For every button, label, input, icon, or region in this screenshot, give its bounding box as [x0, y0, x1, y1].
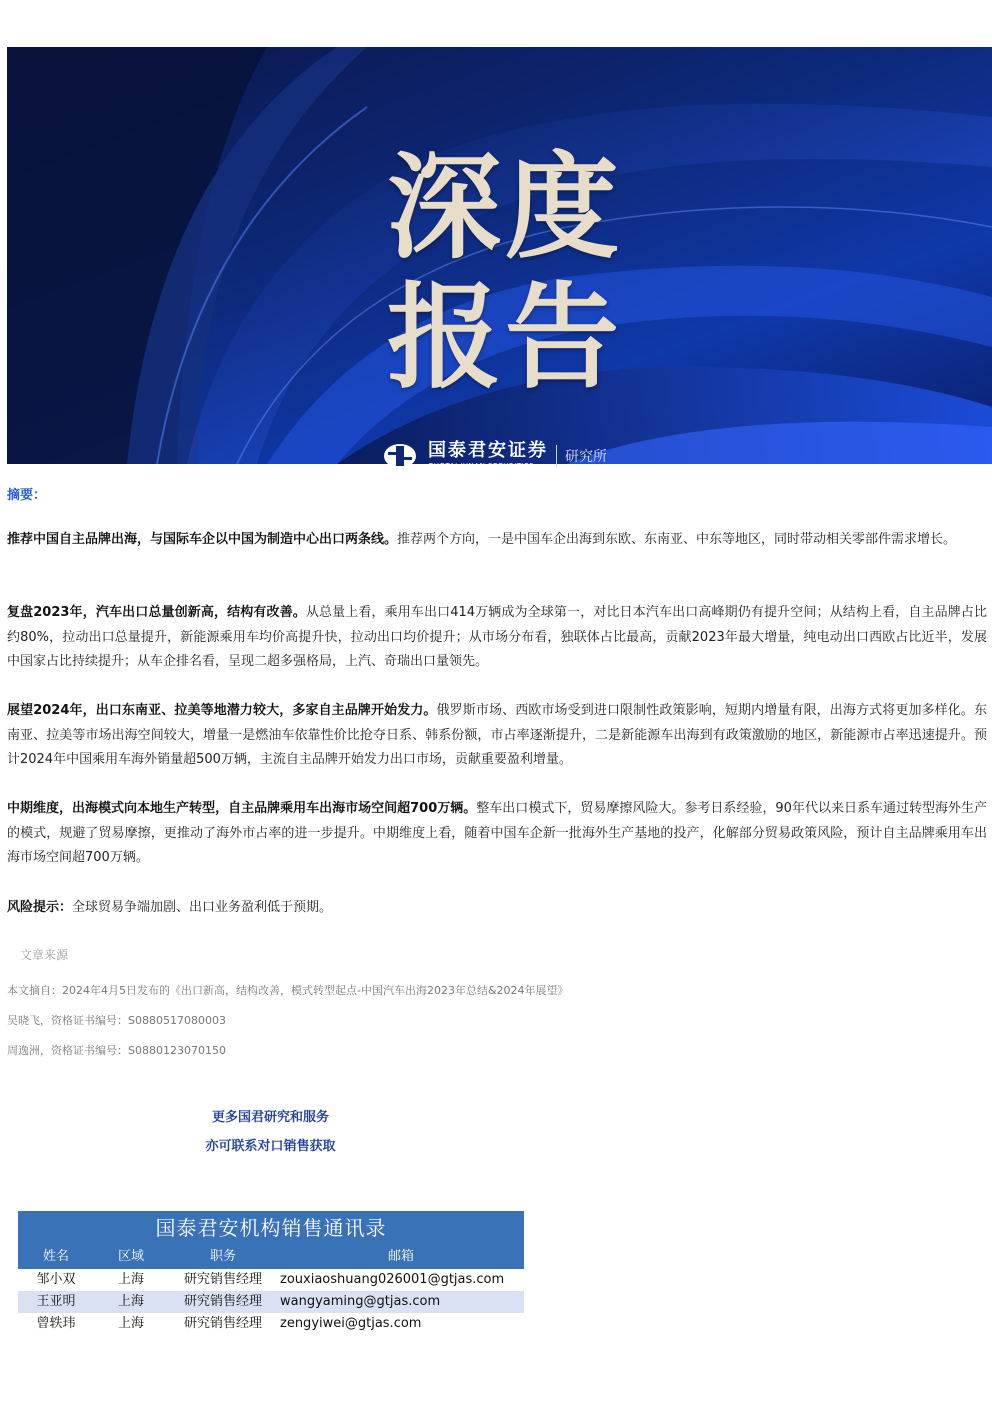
summary-paragraph-4 [7, 797, 987, 871]
paragraph-4-body: 整车出口模式下，贸易摩擦风险大。参考日系经验，90年代以来日系车通过转型海外生产的模式，规避了贸易摩擦，更推动了海外市占率的进一步提升。中期维度上看，随着中国车企新一批海外生产基地的投产，化解部分贸易政策风险，预计自主品牌乘用车出海市场空间超700万辆。 [7, 801, 988, 865]
contacts-header-row [18, 1245, 524, 1269]
paragraph-1-heading: 推荐中国自主品牌出海，与国际车企以中国为制造中心出口两条线。 [7, 532, 398, 547]
contact-name: 邹小双 [36, 1272, 76, 1287]
summary-paragraph-3 [7, 699, 987, 773]
contacts-title: 国泰君安机构销售通讯录 [18, 1211, 524, 1245]
contact-region: 上海 [117, 1272, 144, 1287]
summary-paragraph-2 [7, 601, 987, 675]
paragraph-2-heading: 复盘2023年，汽车出口总量创新高，结构有改善。 [7, 605, 306, 620]
logo-company-name-en: GUOTAI JUNAN SECURITIES [428, 462, 535, 470]
paragraph-3-body: 俄罗斯市场、西欧市场受到进口限制性政策影响，短期内增量有限，出海方式将更加多样化。东南亚、拉美等市场出海空间较大，增量一是燃油车依靠性价比抢夺日系、韩系份额，市占率逐渐提升，二是新能源车出海到有政策激励的地区，新能源市占率迅速提升。预计2024年中国乘用车海外销量超500万辆，主流自主品牌开始发力出口市场，贡献重要盈利增量。 [7, 703, 987, 767]
table-row [18, 1269, 524, 1291]
contact-name: 曾轶玮 [36, 1316, 76, 1331]
logo-department: 研究所 [565, 449, 607, 465]
banner-title-line2: 报告 [387, 270, 624, 404]
article-source-label: 文章来源 [20, 948, 69, 962]
contact-name: 王亚明 [18, 1291, 94, 1313]
logo-company-name: 国泰君安证券 [428, 440, 548, 461]
paragraph-4-heading: 中期维度，出海模式向本地生产转型，自主品牌乘用车出海市场空间超700万辆。 [7, 801, 477, 816]
paragraph-2-body: 从总量上看，乘用车出口414万辆成为全球第一，对比日本汽车出口高峰期仍有提升空间；从结构上看，自主品牌占比约80%，拉动出口总量提升，新能源乘用车均价高提升快，拉动出口均价提升；从市场分布看，独联体占比最高，贡献2023年最大增量，纯电动出口西欧占比近半，发展中国家占比持续提升；从车企排名看，呈现二超多强格局，上汽、奇瑞出口量领先。 [7, 605, 987, 669]
risk-warning-body: 全球贸易争端加剧、出口业务盈利低于预期。 [72, 900, 333, 915]
header-role: 职务 [168, 1245, 278, 1269]
banner-title [387, 142, 647, 402]
table-row [18, 1313, 524, 1335]
contact-region: 上海 [94, 1291, 168, 1313]
gtja-logo-icon [382, 442, 418, 470]
risk-warning-heading: 风险提示： [7, 900, 73, 915]
header-region: 区域 [94, 1245, 168, 1269]
contact-email[interactable]: zouxiaoshuang026001@gtjas.com [280, 1272, 505, 1287]
contact-sales-link[interactable]: 亦可联系对口销售获取 [205, 1139, 336, 1154]
contact-email[interactable]: wangyaming@gtjas.com [278, 1291, 524, 1313]
logo-text [428, 441, 548, 471]
source-excerpt: 本文摘自：2024年4月5日发布的《出口新高，结构改善，模式转型起点-中国汽车出海2023年总结&2024年展望》 [7, 984, 569, 997]
sales-contacts-directory [18, 1211, 524, 1335]
risk-warning-paragraph [7, 896, 987, 921]
contact-region: 上海 [117, 1316, 144, 1331]
analyst-credential-2: 周逸洲，资格证书编号：S0880123070150 [7, 1044, 226, 1057]
header-email: 邮箱 [278, 1245, 524, 1269]
contact-role: 研究销售经理 [183, 1316, 262, 1331]
abstract-label: 摘要： [7, 488, 47, 503]
paragraph-1-body: 推荐两个方向，一是中国车企出海到东欧、东南亚、中东等地区，同时带动相关零部件需求增长。 [397, 532, 957, 547]
contact-role: 研究销售经理 [168, 1291, 278, 1313]
analyst-credential-1: 吴晓飞，资格证书编号：S0880517080003 [7, 1014, 226, 1027]
banner-title-line1: 深度 [387, 140, 624, 274]
summary-paragraph-1 [7, 528, 987, 553]
table-row [18, 1291, 524, 1313]
contacts-table [18, 1245, 524, 1335]
more-research-link[interactable]: 更多国君研究和服务 [211, 1110, 329, 1125]
cover-banner [7, 47, 992, 470]
header-name: 姓名 [18, 1245, 94, 1269]
logo-divider [556, 445, 557, 467]
company-logo [382, 441, 607, 471]
paragraph-3-heading: 展望2024年，出口东南亚、拉美等地潜力较大，多家自主品牌开始发力。 [7, 703, 437, 718]
contact-email[interactable]: zengyiwei@gtjas.com [280, 1316, 422, 1331]
contact-role: 研究销售经理 [183, 1272, 262, 1287]
